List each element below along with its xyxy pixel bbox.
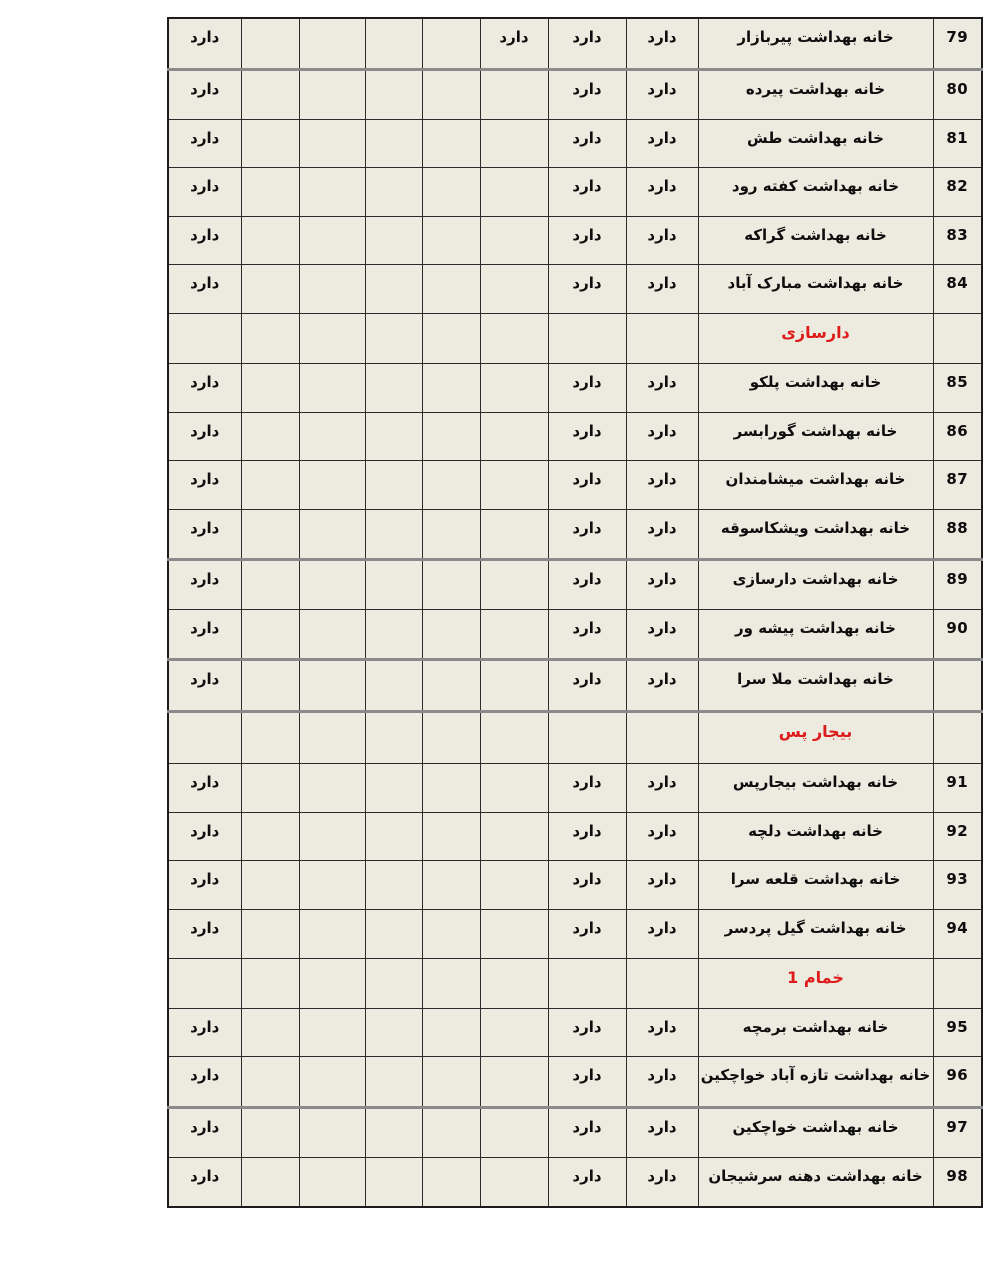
status-cell-7 (241, 610, 299, 660)
facility-name-cell: خانه بهداشت برمچه (698, 1008, 933, 1057)
status-cell-2: دارد (548, 265, 626, 314)
status-cell-5 (365, 660, 422, 712)
status-cell-8: دارد (168, 18, 241, 69)
facility-name-cell: خانه بهداشت بیجارپس (698, 764, 933, 813)
status-cell-7 (241, 910, 299, 959)
status-cell-8: دارد (168, 1107, 241, 1157)
status-cell-6 (299, 610, 365, 660)
status-cell-3 (480, 509, 548, 559)
status-cell-4 (422, 812, 480, 861)
row-number-cell: 83 (933, 216, 982, 265)
section-header-row (168, 313, 982, 363)
row-number-cell: 88 (933, 509, 982, 559)
status-cell-8: دارد (168, 764, 241, 813)
facility-name-cell: خانه بهداشت قلعه سرا (698, 861, 933, 910)
facility-name-cell: خانه بهداشت گیل پردسر (698, 910, 933, 959)
table-row (168, 265, 982, 314)
status-cell-3 (480, 1057, 548, 1107)
table-row (168, 168, 982, 217)
row-number-cell: 79 (933, 18, 982, 69)
table-row (168, 1057, 982, 1107)
table-row (168, 216, 982, 265)
status-cell-1: دارد (626, 265, 698, 314)
table-row (168, 660, 982, 712)
facility-name-cell: خانه بهداشت طش (698, 119, 933, 168)
status-cell-5 (365, 559, 422, 609)
status-cell-5 (365, 1057, 422, 1107)
status-cell-7 (241, 812, 299, 861)
facility-name-cell: خانه بهداشت مبارک آباد (698, 265, 933, 314)
table-row (168, 364, 982, 413)
status-cell-6 (299, 119, 365, 168)
status-cell-8: دارد (168, 660, 241, 712)
status-cell-7 (241, 313, 299, 363)
facility-name-cell: خانه بهداشت پلکو (698, 364, 933, 413)
facility-name-cell: خانه بهداشت ویشکاسوقه (698, 509, 933, 559)
status-cell-3 (480, 265, 548, 314)
status-cell-6 (299, 910, 365, 959)
status-cell-4 (422, 958, 480, 1008)
status-cell-8: دارد (168, 812, 241, 861)
status-cell-5 (365, 1008, 422, 1057)
table-row (168, 1157, 982, 1207)
status-cell-2: دارد (548, 559, 626, 609)
status-cell-4 (422, 18, 480, 69)
status-cell-2: دارد (548, 509, 626, 559)
facility-name-cell: خانه بهداشت دلچه (698, 812, 933, 861)
status-cell-5 (365, 461, 422, 510)
status-cell-7 (241, 1008, 299, 1057)
status-cell-3 (480, 216, 548, 265)
status-cell-4 (422, 712, 480, 764)
status-cell-2: دارد (548, 812, 626, 861)
status-cell-6 (299, 168, 365, 217)
row-number-cell: 92 (933, 812, 982, 861)
status-cell-5 (365, 958, 422, 1008)
facility-name-cell: دارسازی (698, 313, 933, 363)
status-cell-8: دارد (168, 461, 241, 510)
status-cell-2: دارد (548, 861, 626, 910)
status-cell-4 (422, 660, 480, 712)
status-cell-7 (241, 216, 299, 265)
status-cell-6 (299, 69, 365, 119)
status-cell-6 (299, 18, 365, 69)
status-cell-8: دارد (168, 168, 241, 217)
status-cell-8: دارد (168, 364, 241, 413)
status-cell-6 (299, 812, 365, 861)
status-cell-8 (168, 712, 241, 764)
status-cell-3 (480, 461, 548, 510)
status-cell-2: دارد (548, 1157, 626, 1207)
status-cell-2: دارد (548, 461, 626, 510)
status-cell-3 (480, 69, 548, 119)
status-cell-1: دارد (626, 69, 698, 119)
status-cell-3 (480, 559, 548, 609)
status-cell-4 (422, 910, 480, 959)
table-row (168, 559, 982, 609)
status-cell-3 (480, 660, 548, 712)
row-number-cell (933, 313, 982, 363)
status-cell-2: دارد (548, 364, 626, 413)
status-cell-1: دارد (626, 364, 698, 413)
status-cell-7 (241, 168, 299, 217)
status-cell-1: دارد (626, 610, 698, 660)
status-cell-7 (241, 660, 299, 712)
status-cell-4 (422, 764, 480, 813)
status-cell-2: دارد (548, 69, 626, 119)
status-cell-8: دارد (168, 559, 241, 609)
row-number-cell (933, 958, 982, 1008)
status-cell-3 (480, 1157, 548, 1207)
status-cell-4 (422, 1008, 480, 1057)
status-cell-4 (422, 168, 480, 217)
status-cell-2: دارد (548, 216, 626, 265)
status-cell-8: دارد (168, 1008, 241, 1057)
status-cell-5 (365, 168, 422, 217)
status-cell-1: دارد (626, 18, 698, 69)
status-cell-4 (422, 412, 480, 461)
status-cell-7 (241, 764, 299, 813)
status-cell-2: دارد (548, 660, 626, 712)
facility-name-cell: خانه بهداشت کفته رود (698, 168, 933, 217)
status-cell-2: دارد (548, 412, 626, 461)
status-cell-5 (365, 509, 422, 559)
status-cell-8: دارد (168, 610, 241, 660)
table-row (168, 1008, 982, 1057)
facility-name-cell: خانه بهداشت دهنه سرشیجان (698, 1157, 933, 1207)
status-cell-5 (365, 265, 422, 314)
row-number-cell: 97 (933, 1107, 982, 1157)
facility-name-cell: بیجار پس (698, 712, 933, 764)
status-cell-1: دارد (626, 1107, 698, 1157)
status-cell-5 (365, 812, 422, 861)
row-number-cell: 98 (933, 1157, 982, 1207)
status-cell-3: دارد (480, 18, 548, 69)
status-cell-1: دارد (626, 660, 698, 712)
section-header-row (168, 712, 982, 764)
row-number-cell: 81 (933, 119, 982, 168)
status-cell-1 (626, 712, 698, 764)
status-cell-6 (299, 764, 365, 813)
status-cell-4 (422, 461, 480, 510)
row-number-cell: 80 (933, 69, 982, 119)
table-row (168, 461, 982, 510)
status-cell-8 (168, 958, 241, 1008)
status-cell-8: دارد (168, 861, 241, 910)
row-number-cell: 89 (933, 559, 982, 609)
status-cell-8: دارد (168, 412, 241, 461)
table-row (168, 1107, 982, 1157)
status-cell-4 (422, 509, 480, 559)
status-cell-5 (365, 216, 422, 265)
facility-name-cell: خانه بهداشت پیرده (698, 69, 933, 119)
status-cell-6 (299, 461, 365, 510)
status-cell-6 (299, 958, 365, 1008)
status-cell-7 (241, 509, 299, 559)
status-cell-8: دارد (168, 265, 241, 314)
facility-name-cell: خانه بهداشت پیربازار (698, 18, 933, 69)
row-number-cell: 82 (933, 168, 982, 217)
status-cell-4 (422, 265, 480, 314)
status-cell-3 (480, 119, 548, 168)
facility-name-cell: خانه بهداشت گراکه (698, 216, 933, 265)
status-cell-5 (365, 1157, 422, 1207)
status-cell-8: دارد (168, 119, 241, 168)
status-cell-2: دارد (548, 610, 626, 660)
status-cell-1: دارد (626, 168, 698, 217)
status-cell-4 (422, 1157, 480, 1207)
row-number-cell: 96 (933, 1057, 982, 1107)
status-cell-1: دارد (626, 1057, 698, 1107)
facility-name-cell: خمام 1 (698, 958, 933, 1008)
status-cell-6 (299, 559, 365, 609)
status-cell-6 (299, 412, 365, 461)
status-cell-7 (241, 712, 299, 764)
status-cell-1: دارد (626, 1157, 698, 1207)
facility-name-cell: خانه بهداشت خواچکین (698, 1107, 933, 1157)
status-cell-8: دارد (168, 910, 241, 959)
status-cell-7 (241, 461, 299, 510)
status-cell-7 (241, 119, 299, 168)
status-cell-8 (168, 313, 241, 363)
status-cell-7 (241, 861, 299, 910)
status-cell-7 (241, 1107, 299, 1157)
status-cell-3 (480, 1008, 548, 1057)
facility-name-cell: خانه بهداشت ملا سرا (698, 660, 933, 712)
status-cell-8: دارد (168, 1057, 241, 1107)
status-cell-7 (241, 18, 299, 69)
status-cell-1: دارد (626, 412, 698, 461)
status-cell-1: دارد (626, 861, 698, 910)
status-cell-3 (480, 812, 548, 861)
status-cell-1: دارد (626, 119, 698, 168)
status-cell-4 (422, 313, 480, 363)
status-cell-1: دارد (626, 509, 698, 559)
status-cell-6 (299, 265, 365, 314)
table-row (168, 610, 982, 660)
facility-name-cell: خانه بهداشت میشامندان (698, 461, 933, 510)
status-cell-8: دارد (168, 509, 241, 559)
status-cell-6 (299, 1107, 365, 1157)
table-row (168, 412, 982, 461)
status-cell-1: دارد (626, 764, 698, 813)
status-cell-3 (480, 1107, 548, 1157)
status-cell-2: دارد (548, 1008, 626, 1057)
status-cell-3 (480, 910, 548, 959)
status-cell-7 (241, 364, 299, 413)
table-row (168, 861, 982, 910)
status-cell-3 (480, 610, 548, 660)
status-cell-1: دارد (626, 461, 698, 510)
status-cell-2: دارد (548, 1057, 626, 1107)
table-row (168, 910, 982, 959)
status-cell-1: دارد (626, 559, 698, 609)
table-row (168, 812, 982, 861)
status-cell-2 (548, 958, 626, 1008)
status-cell-7 (241, 1157, 299, 1207)
health-houses-table (167, 17, 983, 1208)
status-cell-3 (480, 168, 548, 217)
status-cell-5 (365, 1107, 422, 1157)
row-number-cell: 91 (933, 764, 982, 813)
status-cell-7 (241, 265, 299, 314)
status-cell-5 (365, 712, 422, 764)
status-cell-5 (365, 313, 422, 363)
status-cell-3 (480, 364, 548, 413)
status-cell-1: دارد (626, 812, 698, 861)
status-cell-3 (480, 412, 548, 461)
status-cell-3 (480, 958, 548, 1008)
status-cell-4 (422, 610, 480, 660)
status-cell-8: دارد (168, 216, 241, 265)
status-cell-6 (299, 861, 365, 910)
status-cell-6 (299, 712, 365, 764)
row-number-cell: 93 (933, 861, 982, 910)
row-number-cell (933, 660, 982, 712)
status-cell-1: دارد (626, 216, 698, 265)
row-number-cell (933, 712, 982, 764)
status-cell-3 (480, 764, 548, 813)
status-cell-4 (422, 69, 480, 119)
status-cell-2: دارد (548, 168, 626, 217)
status-cell-4 (422, 861, 480, 910)
status-cell-2: دارد (548, 910, 626, 959)
table-row (168, 69, 982, 119)
table-row (168, 119, 982, 168)
status-cell-7 (241, 958, 299, 1008)
status-cell-4 (422, 216, 480, 265)
status-cell-5 (365, 119, 422, 168)
status-cell-4 (422, 559, 480, 609)
table-row (168, 18, 982, 69)
status-cell-2: دارد (548, 119, 626, 168)
status-cell-4 (422, 364, 480, 413)
status-cell-2: دارد (548, 1107, 626, 1157)
status-cell-4 (422, 1107, 480, 1157)
status-cell-6 (299, 1057, 365, 1107)
table-row (168, 764, 982, 813)
status-cell-6 (299, 364, 365, 413)
status-cell-2 (548, 712, 626, 764)
row-number-cell: 84 (933, 265, 982, 314)
row-number-cell: 95 (933, 1008, 982, 1057)
row-number-cell: 86 (933, 412, 982, 461)
status-cell-7 (241, 1057, 299, 1107)
status-cell-1: دارد (626, 1008, 698, 1057)
status-cell-4 (422, 119, 480, 168)
facility-name-cell: خانه بهداشت دارسازی (698, 559, 933, 609)
status-cell-1 (626, 958, 698, 1008)
status-cell-5 (365, 18, 422, 69)
status-cell-5 (365, 69, 422, 119)
status-cell-3 (480, 861, 548, 910)
status-cell-2: دارد (548, 764, 626, 813)
status-cell-6 (299, 509, 365, 559)
status-cell-5 (365, 610, 422, 660)
row-number-cell: 90 (933, 610, 982, 660)
row-number-cell: 85 (933, 364, 982, 413)
status-cell-3 (480, 712, 548, 764)
status-cell-5 (365, 764, 422, 813)
status-cell-8: دارد (168, 1157, 241, 1207)
status-cell-1: دارد (626, 910, 698, 959)
status-cell-8: دارد (168, 69, 241, 119)
status-cell-1 (626, 313, 698, 363)
status-cell-5 (365, 412, 422, 461)
status-cell-7 (241, 412, 299, 461)
status-cell-4 (422, 1057, 480, 1107)
status-cell-6 (299, 1008, 365, 1057)
section-header-row (168, 958, 982, 1008)
row-number-cell: 94 (933, 910, 982, 959)
facility-name-cell: خانه بهداشت گورابسر (698, 412, 933, 461)
status-cell-5 (365, 861, 422, 910)
facility-name-cell: خانه بهداشت تازه آباد خواچکین (698, 1057, 933, 1107)
status-cell-7 (241, 69, 299, 119)
facility-name-cell: خانه بهداشت پیشه ور (698, 610, 933, 660)
status-cell-2: دارد (548, 18, 626, 69)
status-cell-2 (548, 313, 626, 363)
status-cell-6 (299, 313, 365, 363)
status-cell-5 (365, 910, 422, 959)
status-cell-3 (480, 313, 548, 363)
status-cell-6 (299, 1157, 365, 1207)
table-row (168, 509, 982, 559)
row-number-cell: 87 (933, 461, 982, 510)
status-cell-6 (299, 216, 365, 265)
status-cell-6 (299, 660, 365, 712)
status-cell-7 (241, 559, 299, 609)
status-cell-5 (365, 364, 422, 413)
